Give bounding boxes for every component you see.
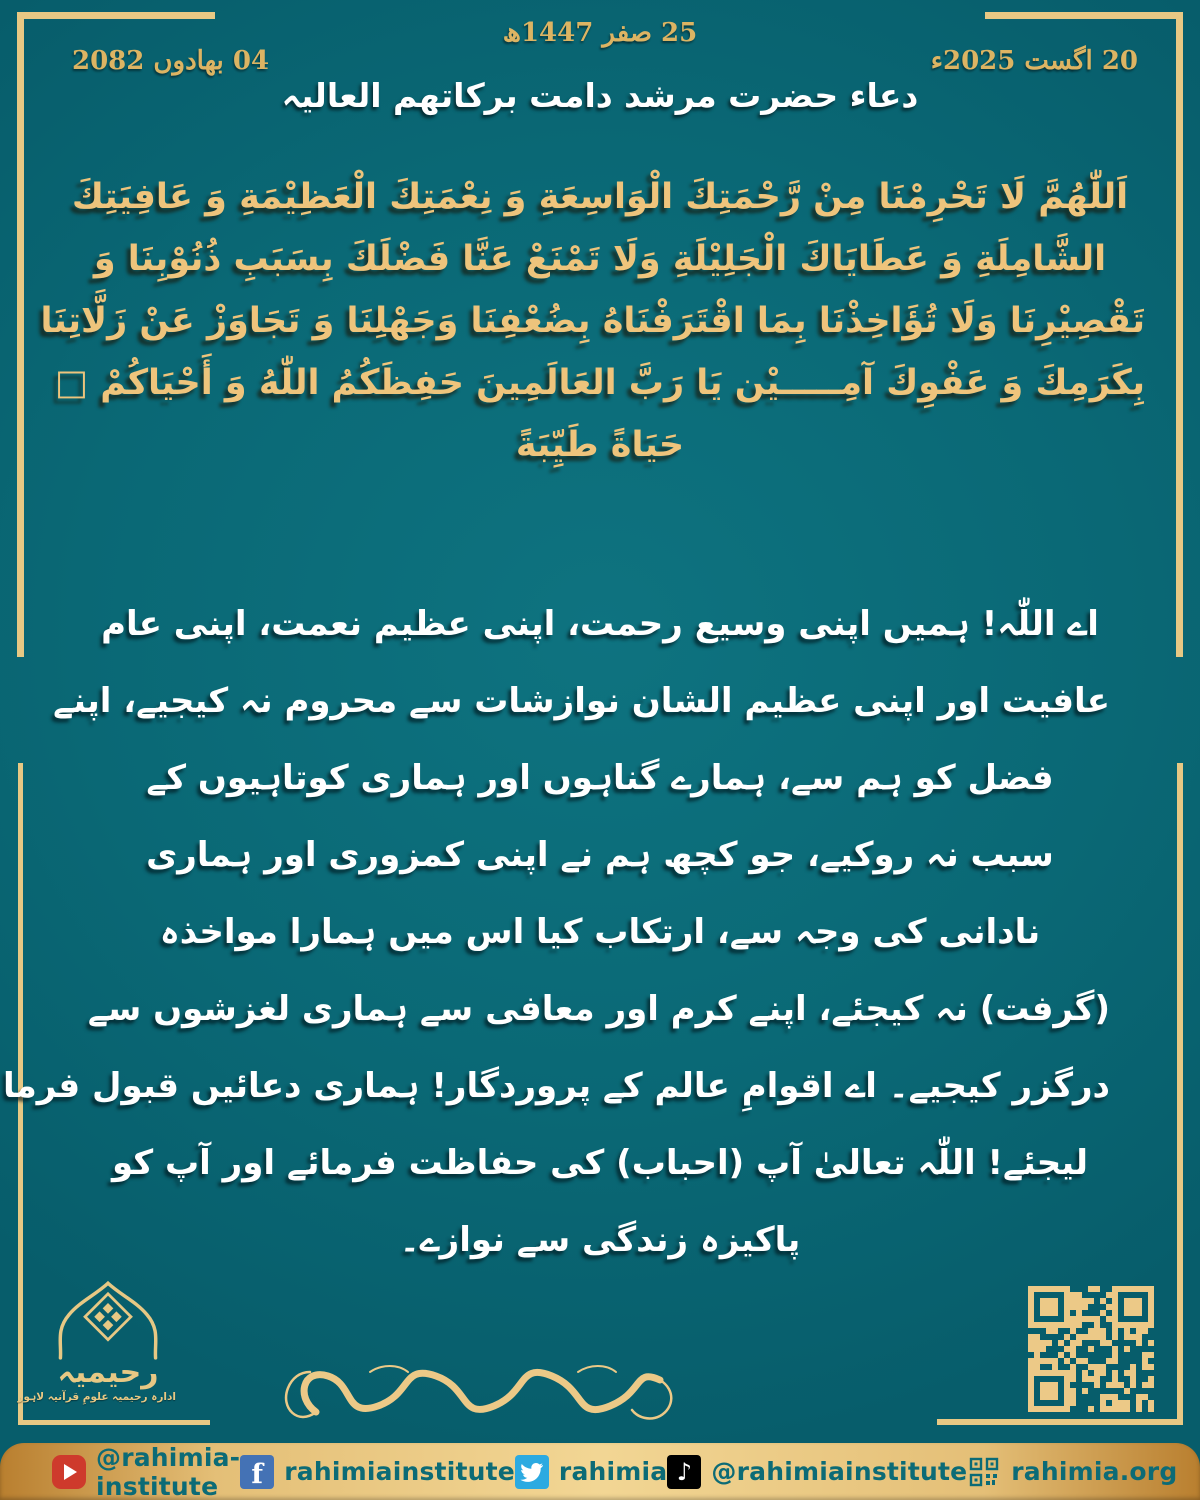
urdu-translation-line: پاکیزہ زندگی سے نوازے۔ <box>399 1220 801 1260</box>
qr-icon <box>967 1455 1001 1489</box>
urdu-translation-line: عافیت اور اپنی عظیم الشان نوازشات سے محروم نہ کیجیے، اپنے <box>53 681 1110 721</box>
urdu-translation-line: نادانی کی وجہ سے، ارتکاب کیا اس میں ہمارا مواخذہ <box>159 912 1041 952</box>
youtube-link[interactable] <box>52 1443 240 1500</box>
tiktok-link[interactable] <box>667 1455 967 1489</box>
gregorian-date: 20 اگست 2025ء <box>930 46 1138 76</box>
mosque-arch-icon <box>53 1280 163 1360</box>
facebook-icon: f <box>240 1455 274 1489</box>
social-footer-bar <box>0 1443 1200 1500</box>
twitter-link[interactable] <box>515 1455 667 1489</box>
page-title: دعاء حضرت مرشد دامت برکاتھم العالیہ <box>281 76 919 115</box>
youtube-handle: @rahimia-institute <box>96 1442 241 1500</box>
arabic-prayer-line: تَقْصِيْرِنَا وَلَا تُؤَاخِذْنَا بِمَا اقْتَرَفْنَاهُ بِضُعْفِنَا وَجَهْلِنَا وَ تَجَاوَزْ عَنْ زَلَّاتِنَا <box>40 301 1145 341</box>
website-link[interactable] <box>967 1455 1177 1489</box>
website-url: rahimia.org <box>1011 1457 1178 1486</box>
calligraphic-flourish <box>278 1350 708 1444</box>
arabic-prayer-line: حَيَاةً طَيِّبَةً <box>515 425 685 465</box>
arabic-prayer-line: الشَّامِلَةِ وَ عَطَايَاكَ الْجَلِيْلَةِ وَلَا تَمْنَعْ عَنَّا فَضْلَكَ بِسَبَبِ ذُنُوْبِنَا وَ <box>93 239 1107 279</box>
arabic-prayer-block <box>40 166 1145 476</box>
tiktok-icon: ♪ <box>667 1455 701 1489</box>
urdu-translation-line: فضل کو ہم سے، ہمارے گناہوں اور ہماری کوتاہیوں کے <box>146 758 1054 798</box>
youtube-icon <box>52 1455 86 1489</box>
twitter-icon <box>515 1455 549 1489</box>
tiktok-handle: @rahimiainstitute <box>711 1457 968 1486</box>
urdu-translation-line: اے اللّٰہ! ہمیں اپنی وسیع رحمت، اپنی عظیم نعمت، اپنی عام <box>101 604 1099 644</box>
urdu-translation-line: لیجئے! اللّٰہ تعالیٰ آپ (احباب) کی حفاظت فرمائے اور آپ کو <box>112 1143 1088 1183</box>
arabic-prayer-line: اَللّٰهُمَّ لَا تَحْرِمْنَا مِنْ رَّحْمَتِكَ الْوَاسِعَةِ وَ نِعْمَتِكَ الْعَظِيْمَةِ وَ عَافِيَتِكَ <box>71 177 1129 217</box>
kufic-diamond <box>85 1294 131 1340</box>
urdu-translation-line: (گرفت) نہ کیجئے، اپنے کرم اور معافی سے ہماری لغزشوں سے <box>87 989 1110 1029</box>
hijri-date: 25 صفر 1447ھ <box>502 18 698 48</box>
logo-subtitle: ادارہ رحیمیہ علومِ قرآنیہ لاہور <box>17 1391 176 1403</box>
arabic-prayer-line: بِكَرَمِكَ وَ عَفْوِكَ آمِـــــيْن يَا رَبَّ العَالَمِينَ حَفِظَكُمُ اللّٰهُ وَ أَحْيَاكُمْ □ <box>55 363 1145 403</box>
qr-code <box>1028 1286 1154 1416</box>
urdu-translation-line: درگزر کیجیے۔ اے اقوامِ عالم کے پروردگار! ہماری دعائیں قبول فرما <box>2 1066 1110 1106</box>
rahimia-logo <box>17 1280 176 1403</box>
logo-name: رحیمیہ <box>57 1355 159 1390</box>
bikrami-date: 04 بھادوں 2082 <box>72 46 270 76</box>
facebook-link[interactable] <box>240 1455 515 1489</box>
urdu-translation-block <box>2 586 1110 1279</box>
twitter-handle: rahimia <box>558 1457 668 1486</box>
facebook-handle: rahimiainstitute <box>284 1457 515 1486</box>
urdu-translation-line: سبب نہ روکیے، جو کچھ ہم نے اپنی کمزوری اور ہماری <box>146 835 1054 875</box>
